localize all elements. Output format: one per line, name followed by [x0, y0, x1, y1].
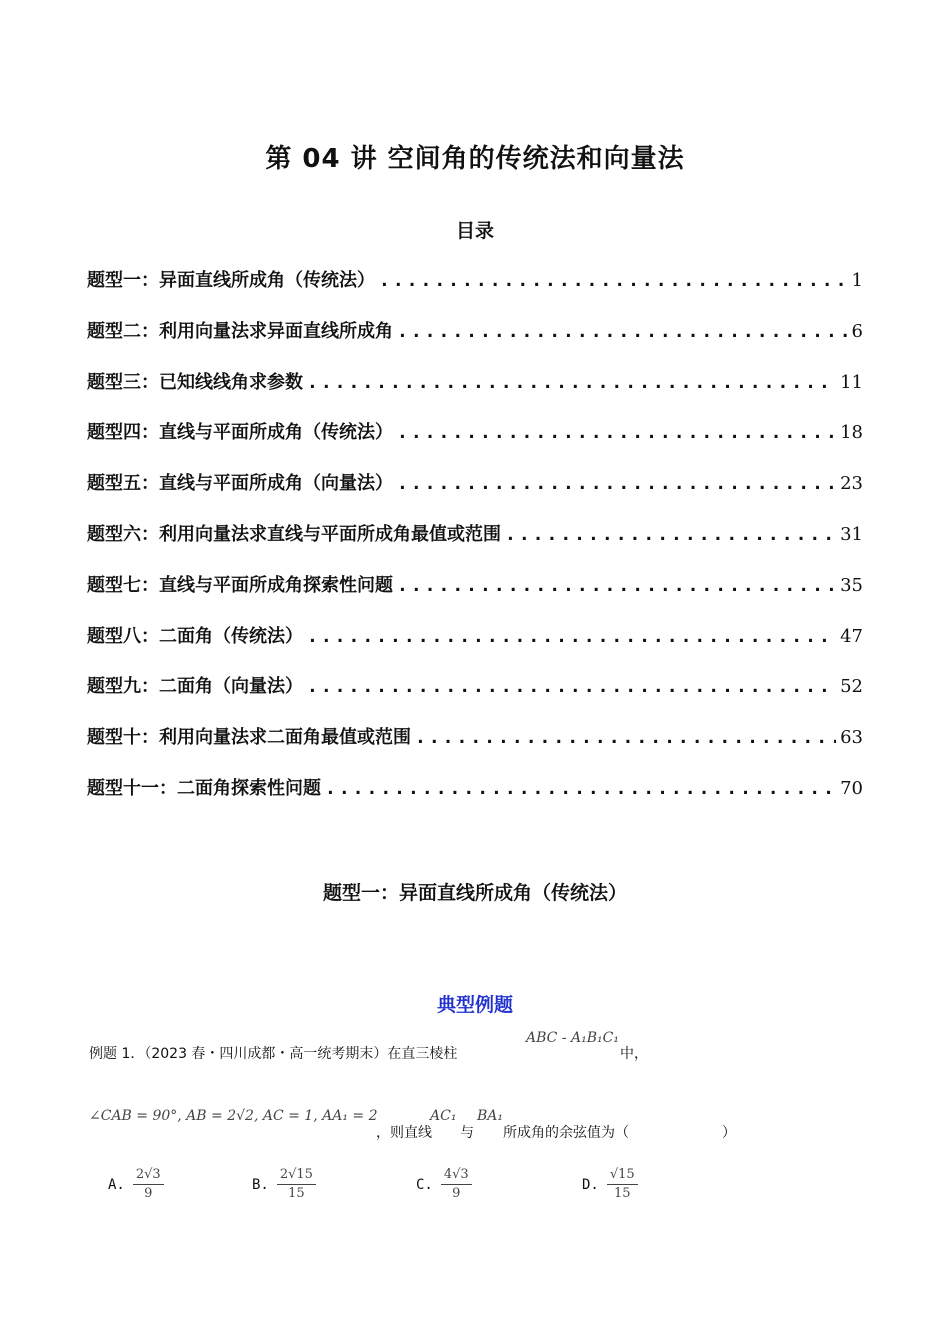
toc-entry-label: 题型八：二面角（传统法） — [87, 625, 303, 647]
toc-entry[interactable] — [87, 520, 863, 571]
segment-ac1: AC₁ — [430, 1108, 457, 1124]
toc-heading: 目录 — [455, 220, 494, 242]
toc-entry-label: 题型五：直线与平面所成角（向量法） — [87, 473, 393, 495]
toc-entry-page: 1 — [851, 270, 863, 291]
toc-leader-dots — [307, 626, 836, 647]
prism-formula: ABC - A₁B₁C₁ — [526, 1030, 619, 1046]
toc-leader-dots — [397, 473, 836, 494]
conditions-formula: ∠CAB = 90°, AB = 2√2, AC = 1, AA₁ = 2 — [89, 1108, 378, 1124]
example-zhong: 中， — [620, 1046, 648, 1062]
example-heading: 典型例题 — [436, 994, 513, 1016]
toc-entry-page: 6 — [851, 320, 863, 342]
toc-entry[interactable] — [87, 723, 863, 774]
toc-leader-dots — [397, 321, 848, 342]
example-intro: 例题 1．（2023 春・四川成都・高一统考期末）在直三棱柱 — [89, 1046, 458, 1062]
toc-entry-label: 题型二：利用向量法求异面直线所成角 — [87, 320, 393, 342]
fraction-numerator: 2√15 — [277, 1166, 316, 1185]
option-fraction — [441, 1166, 472, 1203]
toc-leader-dots — [397, 422, 836, 443]
page-title: 第 04 讲 空间角的传统法和向量法 — [265, 144, 685, 174]
toc-leader-dots — [379, 270, 848, 291]
segment-ba1: BA₁ — [477, 1108, 504, 1124]
toc-entry[interactable] — [87, 571, 863, 622]
toc-entry[interactable] — [87, 774, 863, 825]
option-fraction — [607, 1166, 638, 1203]
toc-entry-label: 题型十：利用向量法求二面角最值或范围 — [87, 727, 411, 749]
toc-entry-page: 47 — [840, 625, 863, 647]
toc-entry-label: 题型九：二面角（向量法） — [87, 676, 303, 698]
toc-leader-dots — [307, 372, 836, 393]
toc-entry-label: 题型六：利用向量法求直线与平面所成角最值或范围 — [87, 523, 501, 545]
toc-entry[interactable] — [87, 672, 863, 723]
toc-leader-dots — [415, 727, 836, 748]
toc-entry[interactable] — [87, 469, 863, 520]
fraction-numerator: 4√3 — [441, 1166, 472, 1185]
option-c[interactable] — [416, 1166, 472, 1203]
option-fraction — [277, 1166, 316, 1203]
toc-entry-label: 题型一：异面直线所成角（传统法） — [87, 270, 375, 291]
toc-leader-dots — [397, 575, 836, 596]
fraction-denominator: 15 — [288, 1186, 305, 1201]
toc-entry[interactable] — [87, 317, 863, 368]
toc-entry[interactable] — [87, 368, 863, 419]
toc-entry-page: 11 — [840, 371, 863, 393]
example-then-line: ，则直线 — [376, 1125, 432, 1141]
fraction-numerator: √15 — [607, 1166, 638, 1185]
option-fraction — [133, 1166, 164, 1203]
fraction-denominator: 9 — [144, 1186, 153, 1201]
fraction-numerator: 2√3 — [133, 1166, 164, 1185]
fraction-denominator: 15 — [614, 1186, 631, 1201]
toc-entry[interactable] — [87, 266, 863, 317]
table-of-contents — [87, 266, 863, 825]
example-with: 与 — [460, 1125, 474, 1141]
toc-entry-page: 70 — [840, 777, 863, 799]
option-d[interactable] — [582, 1166, 638, 1203]
option-a[interactable] — [108, 1166, 164, 1203]
toc-entry-label: 题型七：直线与平面所成角探索性问题 — [87, 574, 393, 596]
toc-entry-page: 52 — [840, 676, 863, 698]
toc-entry-label: 题型四：直线与平面所成角（传统法） — [87, 422, 393, 444]
toc-entry-label: 题型十一：二面角探索性问题 — [87, 777, 321, 799]
option-b[interactable] — [252, 1166, 316, 1203]
option-letter: C. — [416, 1176, 433, 1193]
toc-entry-page: 23 — [840, 473, 863, 495]
toc-entry-page: 31 — [840, 523, 863, 545]
toc-leader-dots — [505, 524, 836, 545]
toc-leader-dots — [307, 676, 836, 697]
toc-entry-page: 63 — [840, 727, 863, 749]
answer-paren-close: ） — [722, 1125, 736, 1141]
toc-entry[interactable] — [87, 622, 863, 673]
fraction-denominator: 9 — [452, 1186, 461, 1201]
toc-leader-dots — [325, 778, 836, 799]
option-letter: B. — [252, 1176, 269, 1193]
toc-entry-page: 35 — [840, 574, 863, 596]
toc-entry[interactable] — [87, 418, 863, 469]
option-letter: D. — [582, 1176, 599, 1193]
example-question: 所成角的余弦值为（ — [503, 1125, 629, 1141]
section-title: 题型一：异面直线所成角（传统法） — [322, 882, 627, 904]
toc-entry-label: 题型三：已知线线角求参数 — [87, 371, 303, 393]
option-letter: A. — [108, 1176, 125, 1193]
toc-entry-page: 18 — [840, 422, 863, 444]
